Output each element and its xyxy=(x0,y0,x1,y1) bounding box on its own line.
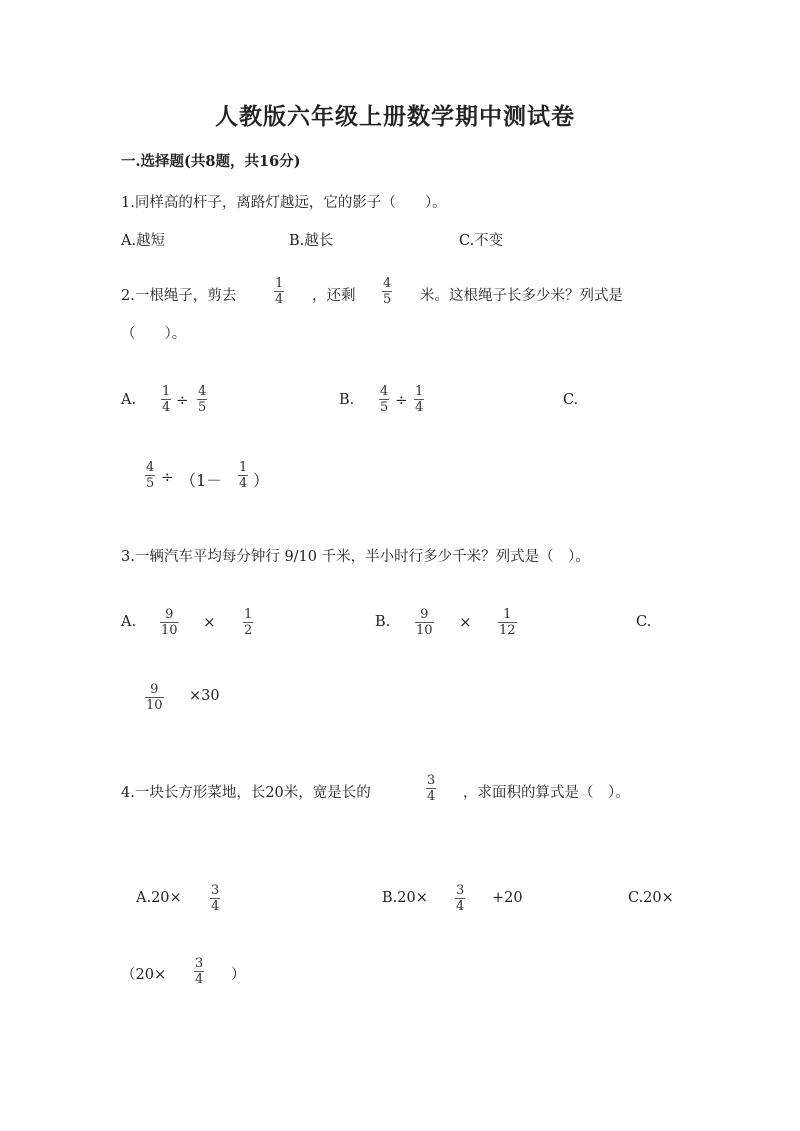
numerator: 4 xyxy=(198,384,207,399)
denominator: 4 xyxy=(211,899,220,914)
q2-a-fraction-2 xyxy=(197,384,207,415)
q2-fraction-left xyxy=(382,276,392,307)
denominator: 5 xyxy=(146,476,155,491)
q4-c-close: ） xyxy=(231,967,246,983)
denominator: 4 xyxy=(239,476,248,491)
numerator: 1 xyxy=(162,384,171,399)
q4-b-fraction xyxy=(455,883,465,914)
denominator: 4 xyxy=(195,972,204,987)
q2-c-operator: ÷ xyxy=(161,468,174,486)
q2-stem-part4: （ ）。 xyxy=(121,326,187,342)
numerator: 9 xyxy=(150,682,159,697)
q4-b-rest: +20 xyxy=(492,890,523,906)
denominator: 12 xyxy=(499,623,516,638)
numerator: 3 xyxy=(195,956,204,971)
q2-c-open: （1－ xyxy=(180,471,223,490)
q2-stem-part1: 2.一根绳子，剪去 xyxy=(121,288,237,304)
numerator: 3 xyxy=(211,883,220,898)
q2-b-operator: ÷ xyxy=(395,391,408,409)
q3-a-operator: × xyxy=(203,613,216,631)
denominator: 4 xyxy=(275,292,284,307)
numerator: 1 xyxy=(503,607,512,622)
q2-c-fraction-2 xyxy=(238,460,248,491)
q4-c-fraction xyxy=(194,956,204,987)
numerator: 4 xyxy=(383,276,392,291)
q3-c-fraction xyxy=(145,682,164,713)
denominator: 4 xyxy=(415,400,424,415)
denominator: 5 xyxy=(198,400,207,415)
q4-fraction xyxy=(426,773,436,804)
q2-option-a-label: A. xyxy=(121,392,137,408)
numerator: 1 xyxy=(415,384,424,399)
q3-b-operator: × xyxy=(459,613,472,631)
numerator: 3 xyxy=(427,773,436,788)
numerator: 1 xyxy=(239,460,248,475)
q3-option-a-label: A. xyxy=(121,614,137,630)
q2-a-operator: ÷ xyxy=(176,391,189,409)
q4-option-c-label: C.20× xyxy=(628,890,674,906)
denominator: 5 xyxy=(383,292,392,307)
q3-option-c-label: C. xyxy=(636,614,652,630)
numerator: 9 xyxy=(420,607,429,622)
q3-b-fraction-1 xyxy=(415,607,434,638)
q3-b-fraction-2 xyxy=(498,607,517,638)
section-heading: 一.选择题(共8题，共16分) xyxy=(121,153,301,170)
q2-a-fraction-1 xyxy=(161,384,171,415)
q4-option-a-label: A.20× xyxy=(136,890,182,906)
denominator: 10 xyxy=(146,698,163,713)
denominator: 4 xyxy=(427,789,436,804)
numerator: 3 xyxy=(456,883,465,898)
numerator: 1 xyxy=(244,607,253,622)
q4-a-fraction xyxy=(210,883,220,914)
q3-a-fraction-2 xyxy=(243,607,253,638)
q1-option-c: C.不变 xyxy=(459,233,504,249)
q2-option-c-label: C. xyxy=(563,392,579,408)
page-title: 人教版六年级上册数学期中测试卷 xyxy=(215,103,575,130)
numerator: 1 xyxy=(275,276,284,291)
q2-c-fraction-1 xyxy=(145,460,155,491)
q1-stem: 1.同样高的杆子，离路灯越远，它的影子（ ）。 xyxy=(121,195,447,211)
q2-stem-part3: 米。这根绳子长多少米？列式是 xyxy=(420,288,623,304)
numerator: 4 xyxy=(380,384,389,399)
q3-stem: 3.一辆汽车平均每分钟行 9/10 千米，半小时行多少千米？列式是（ ）。 xyxy=(121,549,590,565)
denominator: 4 xyxy=(456,899,465,914)
q2-fraction-cut xyxy=(274,276,284,307)
q4-stem-part2: ，求面积的算式是（ ）。 xyxy=(463,785,630,801)
denominator: 2 xyxy=(244,623,253,638)
q2-b-fraction-1 xyxy=(379,384,389,415)
q4-option-b-label: B.20× xyxy=(382,890,428,906)
q2-stem-part2: ，还剩 xyxy=(312,288,356,304)
denominator: 10 xyxy=(416,623,433,638)
q2-b-fraction-2 xyxy=(414,384,424,415)
numerator: 4 xyxy=(146,460,155,475)
q1-option-a: A.越短 xyxy=(121,233,166,249)
q2-c-close: ） xyxy=(253,471,270,490)
denominator: 4 xyxy=(162,400,171,415)
q3-a-fraction-1 xyxy=(160,607,179,638)
denominator: 5 xyxy=(380,400,389,415)
numerator: 9 xyxy=(165,607,174,622)
q4-c-open: （20× xyxy=(121,967,167,983)
q1-option-b: B.越长 xyxy=(289,233,334,249)
q4-stem-part1: 4.一块长方形菜地，长20米，宽是长的 xyxy=(121,785,371,801)
q3-option-b-label: B. xyxy=(375,614,391,630)
q3-c-rest: ×30 xyxy=(189,688,220,704)
denominator: 10 xyxy=(161,623,178,638)
q2-option-b-label: B. xyxy=(339,392,355,408)
